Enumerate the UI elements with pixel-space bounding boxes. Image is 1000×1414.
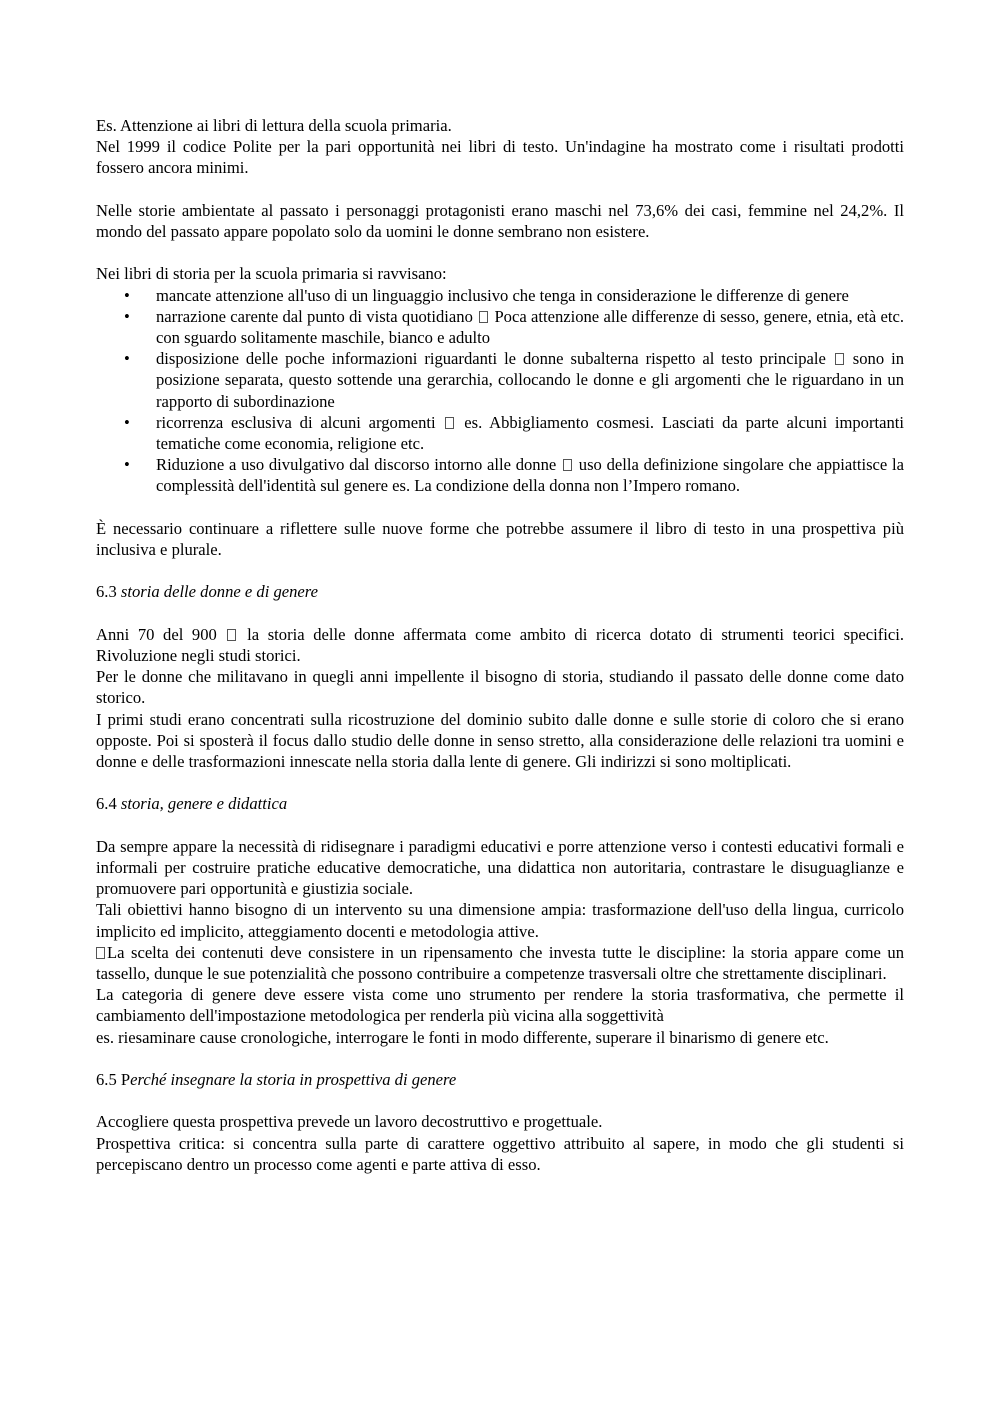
list-item-text: ricorrenza esclusiva di alcuni argomenti — [156, 412, 436, 432]
section-heading-6-5 — [96, 1069, 904, 1090]
list-item-text: uso della definizione singolare che appiattisce la complessità dell'identità sul genere es. La condizione della donna non l’Impero romano. — [156, 455, 905, 496]
list-item — [96, 285, 904, 306]
section-number: 6.3 — [96, 582, 117, 602]
missing-glyph-icon — [479, 311, 488, 323]
section-6-4-paragraph: es. riesaminare cause cronologiche, interrogare le fonti in modo differente, superare il binarismo di genere etc. — [96, 1027, 829, 1047]
stats-paragraph: Nelle storie ambientate al passato i personaggi protagonisti erano maschi nel 73,6% dei casi, femmine nel 24,2%. Il mondo del passato appare popolato solo da uomini le donne sembrano non esistere. — [96, 200, 904, 241]
list-item — [96, 306, 904, 348]
paragraph-text: la storia delle donne affermata come ambito di ricerca dotato di strumenti teorici specifici. Rivoluzione negli studi storici. — [96, 624, 905, 665]
section-6-4-paragraph: Da sempre appare la necessità di ridisegnare i paradigmi educativi e porre attenzione verso i contesti educativi formali e informali per costruire pratiche educative democratiche, una didattica non autoritaria, contrastare le disuguaglianze e promuovere pari opportunità e giustizia sociale. — [96, 836, 904, 899]
section-6-3-paragraph: Per le donne che militavano in quegli anni impellente il bisogno di storia, studiando il passato delle donne come dato storico. — [96, 667, 904, 708]
bullet-list — [96, 285, 904, 497]
section-6-3-paragraph: I primi studi erano concentrati sulla ricostruzione del dominio subito dalle donne e sulle storie di coloro che si erano opposte. Poi si sposterà il focus dallo studio delle donne in senso stretto, alla considerazione delle relazioni tra uomini e donne e delle trasformazioni innescate nella storia dalla lente di genere. Gli indirizzi si sono moltiplicati. — [96, 709, 904, 772]
section-6-4-paragraph: La categoria di genere deve essere vista come uno strumento per rendere la storia trasformativa, che permette il cambiamento dell'impostazione metodologica per renderla più vicina alla soggettività — [96, 985, 904, 1026]
missing-glyph-icon — [563, 459, 572, 471]
missing-glyph-icon — [227, 629, 236, 641]
list-intro: Nei libri di storia per la scuola primaria si ravvisano: — [96, 264, 447, 284]
section-heading-6-4 — [96, 793, 904, 814]
section-6-4-paragraph: Tali obiettivi hanno bisogno di un intervento su una dimensione ampia: trasformazione dell'uso della lingua, curricolo implicito ed implicito, atteggiamento docenti e metodologia attive. — [96, 900, 904, 941]
bullet-icon: • — [124, 285, 130, 305]
necessity-paragraph: È necessario continuare a riflettere sulle nuove forme che potrebbe assumere il libro di testo in una prospettiva più inclusiva e plurale. — [96, 518, 904, 560]
list-item-text: mancate attenzione all'uso di un linguaggio inclusivo che tenga in considerazione le differenze di genere — [156, 285, 849, 305]
section-title: storia, genere e didattica — [120, 794, 288, 814]
bullet-icon: • — [124, 306, 130, 326]
paragraph-text: Anni 70 del 900 — [96, 624, 217, 644]
list-item-text: Riduzione a uso divulgativo dal discorso intorno alle donne — [156, 455, 557, 475]
section-number: 6.4 — [96, 794, 117, 814]
section-6-4-paragraph — [96, 942, 904, 984]
list-item-text: narrazione carente dal punto di vista quotidiano — [156, 306, 473, 326]
bullet-icon: • — [124, 412, 130, 432]
list-item-text: Poca attenzione alle differenze di sesso, genere, etnia, età etc. con sguardo solitamente maschile, bianco e adulto — [156, 306, 904, 347]
intro-line: Es. Attenzione ai libri di lettura della scuola primaria. — [96, 116, 452, 135]
list-item — [96, 454, 904, 496]
list-item-text: es. Abbigliamento cosmesi. Lasciati da parte alcuni importanti tematiche come economia, religione etc. — [156, 412, 904, 454]
bullet-icon: • — [124, 349, 130, 369]
section-6-5-paragraph: Prospettiva critica: si concentra sulla parte di carattere oggettivo attribuito al sapere, in modo che gli studenti si percepiscano dentro un processo come agenti e parte attiva di esso. — [96, 1133, 904, 1174]
section-6-5-paragraph: Accogliere questa prospettiva prevede un lavoro decostruttivo e progettuale. — [96, 1112, 603, 1132]
section-heading-6-3 — [96, 581, 904, 602]
bullet-icon: • — [124, 455, 130, 475]
list-item-text: disposizione delle poche informazioni riguardanti le donne subalterna rispetto al testo principale — [156, 349, 826, 369]
section-6-3-paragraph — [96, 624, 904, 666]
missing-glyph-icon — [96, 947, 105, 959]
list-item-text: sono in posizione separata, questo sottende una gerarchia, collocando le donne e gli argomenti che le riguardano in un rapporto di subordinazione — [156, 349, 904, 411]
section-number: 6.5 P — [96, 1070, 131, 1090]
section-title: erché insegnare la storia in prospettiva di genere — [130, 1070, 457, 1090]
list-item — [96, 412, 904, 454]
missing-glyph-icon — [445, 417, 454, 429]
intro-paragraph: Nel 1999 il codice Polite per la pari opportunità nei libri di testo. Un'indagine ha mostrato come i risultati prodotti fossero ancora minimi. — [96, 137, 904, 178]
paragraph-text: La scelta dei contenuti deve consistere in un ripensamento che investa tutte le discipline: la storia appare come un tassello, dunque le sue potenzialità che possono contribuire a competenze trasversali oltre che strettamente disciplinari. — [96, 942, 904, 984]
missing-glyph-icon — [835, 353, 844, 365]
section-title: storia delle donne e di genere — [120, 582, 318, 602]
list-item — [96, 348, 904, 412]
